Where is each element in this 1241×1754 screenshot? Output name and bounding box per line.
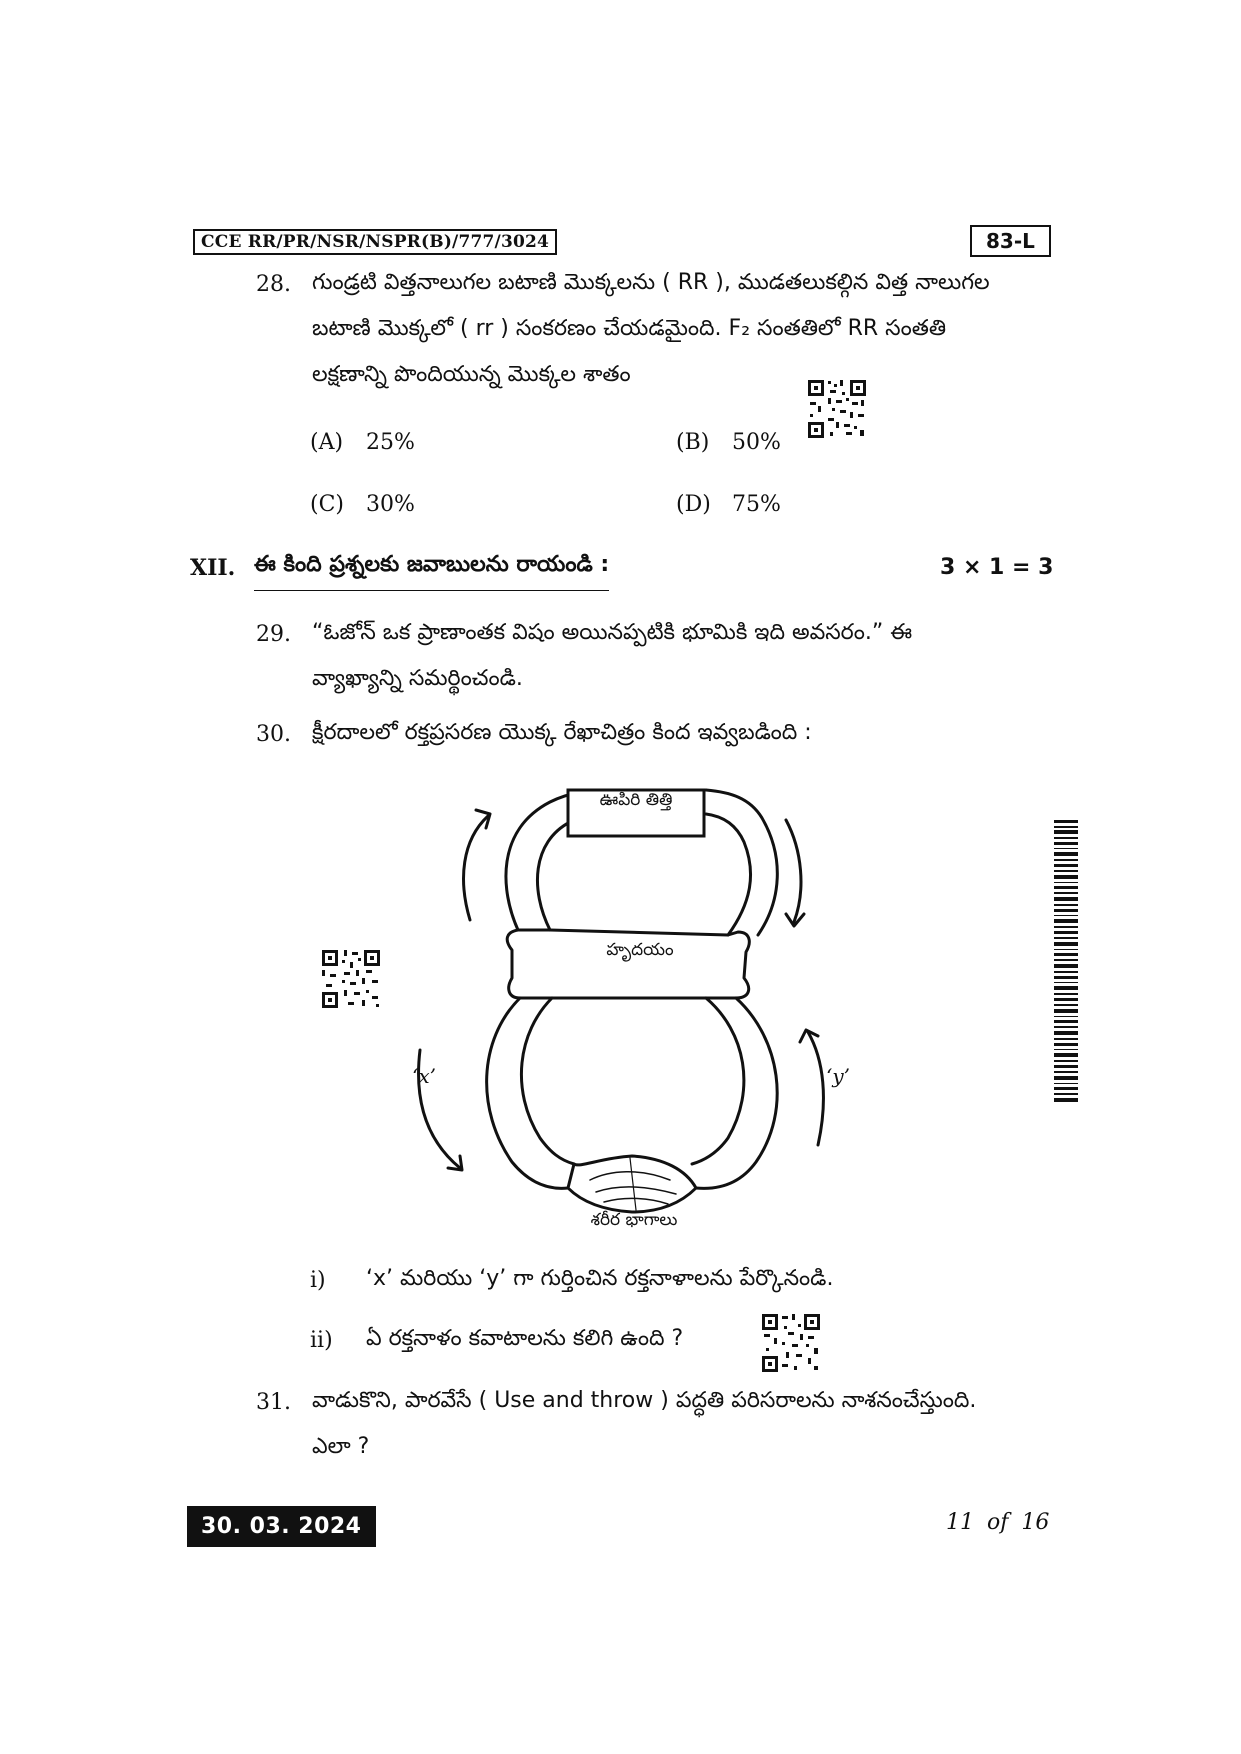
- diagram-label-y: ‘y’: [826, 1064, 851, 1088]
- q30-text: క్షీరదాలలో రక్తప్రసరణ యొక్క రేఖాచిత్రం కింద ఇవ్వబడింది :: [312, 720, 812, 745]
- paper-code: 83-L: [970, 225, 1051, 257]
- diagram-label-body: శరీర భాగాలు: [590, 1210, 678, 1230]
- section-marks: 3 × 1 = 3: [940, 555, 1054, 580]
- q29-line-1: “ఓజోన్ ఒక ప్రాణాంతక విషం అయినప్పటికి భూమికి ఇది అవసరం.” ఈ: [312, 620, 913, 645]
- q31-line-2: ఎలా ?: [312, 1434, 370, 1459]
- q30-sub-ii-text: ఏ రక్తనాళం కవాటాలను కలిగి ఉంది ?: [366, 1326, 684, 1351]
- diagram-label-heart: హృదయం: [606, 940, 674, 960]
- diagram-label-lungs: ఊపిరి తిత్తి: [599, 790, 673, 810]
- page-number: 11 of 16: [946, 1510, 1050, 1535]
- diagram-label-x: ‘x’: [412, 1064, 436, 1088]
- qr-code-icon: [320, 948, 382, 1010]
- qr-code-icon: [760, 1312, 822, 1374]
- q30-sub-i-number: i): [310, 1268, 326, 1293]
- q30-sub-i-text: ‘x’ మరియు ‘y’ గా గుర్తించిన రక్తనాళాలను పేర్కొనండి.: [366, 1266, 834, 1291]
- exam-date: 30. 03. 2024: [187, 1506, 376, 1547]
- qr-code-icon: [806, 378, 868, 440]
- q28-option-a-label: (A): [310, 430, 344, 455]
- section-title: ఈ కింది ప్రశ్నలకు జవాబులను రాయండి :: [254, 552, 609, 591]
- q28-line-2: బటాణి మొక్కలో ( rr ) సంకరణం చేయడమైంది. F₂ సంతతిలో RR సంతతి: [312, 316, 947, 341]
- exam-code: CCE RR/PR/NSR/NSPR(B)/777/3024: [193, 229, 557, 255]
- q28-option-b-value: 50%: [732, 430, 781, 455]
- q28-option-c-value: 30%: [366, 492, 415, 517]
- circulation-diagram: [400, 770, 860, 1240]
- q31-number: 31.: [256, 1390, 291, 1415]
- q28-option-a-value: 25%: [366, 430, 415, 455]
- q29-number: 29.: [256, 622, 291, 647]
- q31-line-1: వాడుకొని, పారవేసే ( Use and throw ) పద్ధతి పరిసరాలను నాశనంచేస్తుంది.: [312, 1388, 977, 1413]
- barcode-icon: [1054, 820, 1078, 1102]
- section-number: XII.: [190, 555, 236, 581]
- q28-option-c-label: (C): [310, 492, 344, 517]
- q30-number: 30.: [256, 722, 291, 747]
- q28-option-d-value: 75%: [732, 492, 781, 517]
- q30-sub-ii-number: ii): [310, 1328, 333, 1353]
- q28-line-1: గుండ్రటి విత్తనాలుగల బటాణి మొక్కలను ( RR ), ముడతలుకల్గిన విత్త నాలుగల: [312, 270, 990, 295]
- q28-option-d-label: (D): [676, 492, 711, 517]
- q28-option-b-label: (B): [676, 430, 710, 455]
- q28-line-3: లక్షణాన్ని పొందియున్న మొక్కల శాతం: [312, 362, 631, 387]
- q29-line-2: వ్యాఖ్యాన్ని సమర్థించండి.: [312, 666, 523, 691]
- q28-number: 28.: [256, 272, 291, 297]
